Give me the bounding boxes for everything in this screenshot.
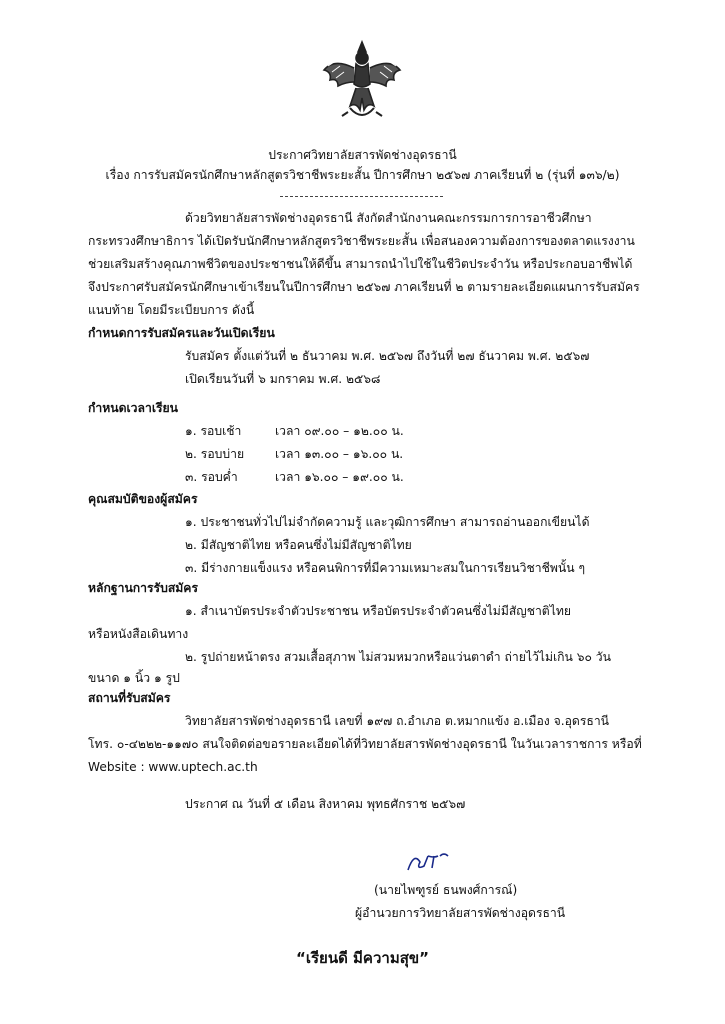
intro-line-4: จึงประกาศรับสมัครนักศึกษาเข้าเรียนในปีการศึกษา ๒๕๖๗ ภาคเรียนที่ ๒ ตามรายละเอียดแผนการรับสมัคร (88, 280, 640, 294)
qualification-line-1: ๑. ประชาชนทั่วไปไม่จำกัดความรู้ และวุฒิการศึกษา สามารถอ่านออกเขียนได้ (185, 515, 590, 529)
schedule-line-1: รับสมัคร ตั้งแต่วันที่ ๒ ธันวาคม พ.ศ. ๒๕๖๗ ถึงวันที่ ๒๗ ธันวาคม พ.ศ. ๒๕๖๗ (185, 349, 590, 363)
qualification-line-3: ๓. มีร่างกายแข็งแรง หรือคนพิการที่มีความเหมาะสมในการเรียนวิชาชีพนั้น ๆ (185, 561, 585, 575)
evidence-line-2: หรือหนังสือเดินทาง (88, 627, 189, 641)
signatory-name: (นายไพฑูรย์ ธนพงศ์การณ์) (374, 883, 518, 897)
evidence-line-1: ๑. สำเนาบัตรประจำตัวประชาชน หรือบัตรประจำตัวคนซึ่งไม่มีสัญชาติไทย (185, 604, 572, 618)
evidence-line-3: ๒. รูปถ่ายหน้าตรง สวมเสื้อสุภาพ ไม่สวมหมวกหรือแว่นตาดำ ถ่ายไว้ไม่เกิน ๖๐ วัน (185, 650, 611, 664)
time-row-2-label: ๒. รอบบ่าย (185, 447, 245, 461)
subject-line: เรื่อง การรับสมัครนักศึกษาหลักสูตรวิชาชีพระยะสั้น ปีการศึกษา ๒๕๖๗ ภาคเรียนที่ ๒ (รุ่นที่ ๑๓๖/๒) (105, 168, 620, 182)
schedule-heading: กำหนดการรับสมัครและวันเปิดเรียน (88, 326, 275, 340)
intro-line-2: กระทรวงศึกษาธิการ ได้เปิดรับนักศึกษาหลักสูตรวิชาชีพระยะสั้น เพื่อสนองความต้องการของตลาดแรงงาน (88, 234, 635, 248)
qualification-line-2: ๒. มีสัญชาติไทย หรือคนซึ่งไม่มีสัญชาติไทย (185, 538, 412, 552)
signatory-position: ผู้อำนวยการวิทยาลัยสารพัดช่างอุดรธานี (355, 906, 566, 920)
time-row-3-time: เวลา ๑๖.๐๐ – ๑๙.๐๐ น. (275, 470, 404, 484)
qualifications-heading: คุณสมบัติของผู้สมัคร (88, 492, 198, 506)
intro-line-5: แนบท้าย โดยมีระเบียบการ ดังนี้ (88, 303, 255, 317)
evidence-line-4: ขนาด ๑ นิ้ว ๑ รูป (88, 671, 180, 685)
agency-title: ประกาศวิทยาลัยสารพัดช่างอุดรธานี (268, 148, 457, 162)
schedule-line-2: เปิดเรียนวันที่ ๖ มกราคม พ.ศ. ๒๕๖๘ (185, 372, 381, 386)
garuda-emblem-icon (320, 36, 404, 122)
venue-website: Website : www.uptech.ac.th (88, 760, 258, 774)
time-row-2-time: เวลา ๑๓.๐๐ – ๑๖.๐๐ น. (275, 447, 404, 461)
time-row-1-time: เวลา ๐๙.๐๐ – ๑๒.๐๐ น. (275, 424, 404, 438)
intro-line-1: ด้วยวิทยาลัยสารพัดช่างอุดรธานี สังกัดสำนักงานคณะกรรมการการอาชีวศึกษา (185, 211, 592, 225)
title-separator (280, 196, 443, 197)
venue-line-1: วิทยาลัยสารพัดช่างอุดรธานี เลขที่ ๑๙๗ ถ.อำเภอ ต.หมากแข้ง อ.เมือง จ.อุดรธานี (185, 714, 610, 728)
announce-date: ประกาศ ณ วันที่ ๕ เดือน สิงหาคม พุทธศักราช ๒๕๖๗ (185, 797, 466, 811)
venue-heading: สถานที่รับสมัคร (88, 691, 171, 705)
venue-line-2: โทร. ๐-๔๒๒๒-๑๑๗๐ สนใจติดต่อขอรายละเอียดได้ที่วิทยาลัยสารพัดช่างอุดรธานี ในวันเวลาราชการ หรือที่ (88, 737, 642, 751)
evidence-heading: หลักฐานการรับสมัคร (88, 581, 199, 595)
signature-icon (404, 848, 452, 874)
time-row-3-label: ๓. รอบค่ำ (185, 470, 238, 484)
time-row-1-label: ๑. รอบเช้า (185, 424, 242, 438)
intro-line-3: ช่วยเสริมสร้างคุณภาพชีวิตของประชาชนให้ดีขึ้น สามารถนำไปใช้ในชีวิตประจำวัน หรือประกอบอาชีพได้ (88, 257, 633, 271)
motto: “เรียนดี มีความสุข” (296, 949, 429, 967)
times-heading: กำหนดเวลาเรียน (88, 401, 179, 415)
